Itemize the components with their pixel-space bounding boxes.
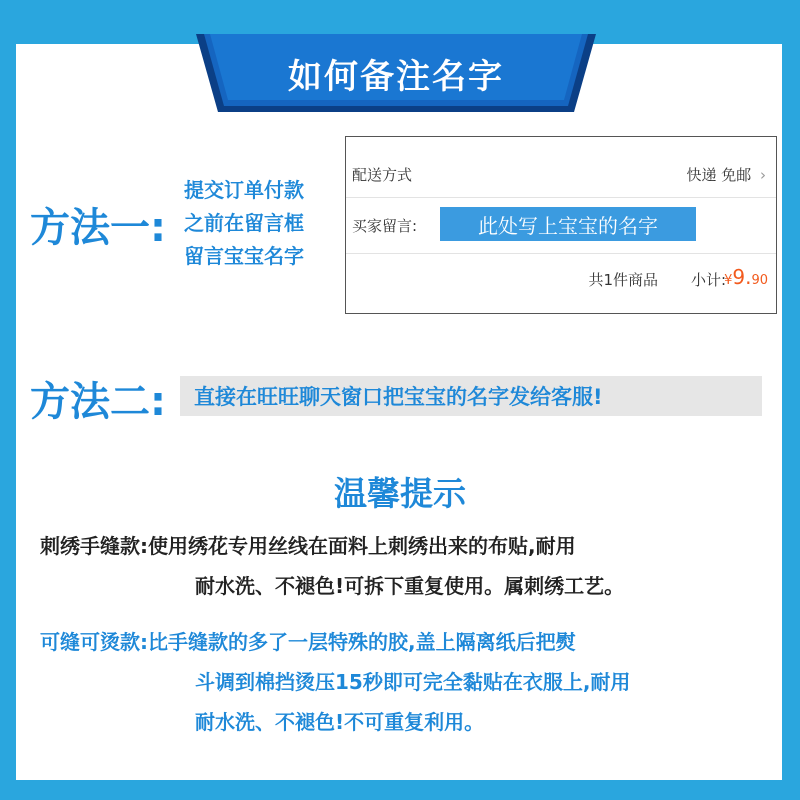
- method-1-line: 提交订单付款: [184, 178, 304, 202]
- method-1-line: 留言宝宝名字: [184, 244, 304, 268]
- divider: [346, 197, 776, 198]
- currency-symbol: ¥: [724, 273, 733, 288]
- tip-line: 刺绣手缝款:使用绣花专用丝线在面料上刺绣出来的布贴,耐用: [40, 534, 576, 558]
- method-1-description: [184, 174, 344, 273]
- message-input[interactable]: 此处写上宝宝的名字: [440, 207, 696, 241]
- message-label: 买家留言:: [352, 217, 418, 235]
- method-1-label: 方法一:: [30, 205, 166, 251]
- summary-row: [346, 263, 776, 293]
- subtotal-price: [724, 265, 768, 289]
- tip-line: 可缝可烫款:比手缝款的多了一层特殊的胶,盖上隔离纸后把熨: [40, 630, 576, 654]
- delivery-value: [686, 164, 766, 185]
- chevron-right-icon: ›: [760, 166, 766, 184]
- method-2-description: 直接在旺旺聊天窗口把宝宝的名字发给客服!: [180, 376, 762, 416]
- message-row: [346, 203, 776, 243]
- tip-line: 耐水洗、不褪色!可拆下重复使用。属刺绣工艺。: [195, 574, 625, 598]
- tip-iron-on: [40, 622, 630, 742]
- order-form-screenshot: [345, 136, 777, 314]
- tip-line: 斗调到棉挡烫压15秒即可完全黏贴在衣服上,耐用: [195, 670, 631, 694]
- price-integer: 9.: [732, 265, 752, 289]
- divider: [346, 253, 776, 254]
- header-banner: [196, 34, 596, 118]
- delivery-label: 配送方式: [352, 166, 413, 184]
- delivery-row[interactable]: [346, 159, 776, 189]
- page-title: 如何备注名字: [288, 56, 504, 97]
- tips-title: 温馨提示: [334, 474, 466, 513]
- method-2-label: 方法二:: [30, 379, 166, 425]
- item-count: 共1件商品: [588, 271, 658, 289]
- method-1-line: 之前在留言框: [184, 211, 304, 235]
- tip-embroidery: [40, 526, 624, 606]
- price-decimal: 90: [751, 273, 768, 288]
- delivery-value-text: 快递 免邮: [686, 166, 752, 184]
- tip-line: 耐水洗、不褪色!不可重复利用。: [195, 710, 485, 734]
- subtotal-label: 小计:: [690, 271, 726, 289]
